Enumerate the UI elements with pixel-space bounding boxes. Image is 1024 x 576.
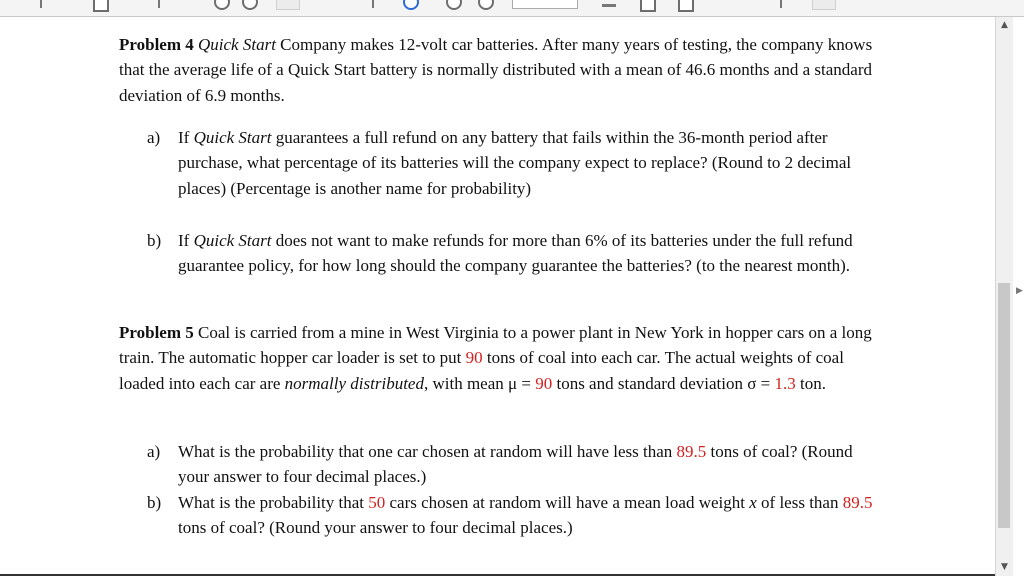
problem-4-text: Company makes 12-volt car batteries. After many years of testing, the company knows that the average life of a Quick Start battery is normally distributed with a mean of 46.6 months and a standard deviation of 6.9 months. [119, 35, 873, 105]
fit-width-icon[interactable] [602, 4, 616, 7]
scroll-up-icon[interactable]: ▲ [996, 17, 1013, 34]
part-text: What is the probability that 50 cars chosen at random will have a mean load weight x of less than 89.5 tons of coal? (Round your answer to four decimal places.) [178, 493, 873, 538]
line-icon[interactable] [40, 0, 42, 8]
part-label: b) [147, 493, 162, 512]
part-label: a) [147, 442, 161, 461]
problem-5-intro: Problem 5 Coal is carried from a mine in West Virginia to a power plant in New York in hopper cars on a long train. The automatic hopper car loader is set to put 90 tons of coal into each car. The actual weights of coal loaded into each car are normally distributed, with mean μ = 90 tons and standard deviation σ = 1.3 ton. [119, 323, 872, 393]
scroll-thumb[interactable] [998, 283, 1010, 528]
problem-5-title: Problem 5 [119, 323, 194, 342]
vertical-scrollbar[interactable] [995, 17, 1013, 576]
circle-icon[interactable] [446, 0, 462, 10]
zoom-field[interactable] [512, 0, 578, 9]
circle-icon[interactable] [242, 0, 258, 10]
part-label: a) [147, 128, 161, 147]
problem-4-title: Problem 4 [119, 35, 194, 54]
share-icon[interactable] [812, 0, 836, 10]
scroll-down-icon[interactable]: ▼ [996, 559, 1013, 576]
part-text: If Quick Start guarantees a full refund on any battery that fails within the 36-month period after purchase, what percentage of its batteries will the company expect to replace? (Round to 2 decimal places) (Percentage is another name for probability) [178, 128, 852, 198]
box-icon[interactable] [93, 0, 109, 12]
magnifier-icon[interactable] [158, 0, 160, 8]
pen-icon[interactable] [780, 0, 782, 8]
part-label: b) [147, 231, 162, 250]
circle-icon[interactable] [478, 0, 494, 10]
problem-4-intro [119, 32, 879, 108]
box-icon[interactable] [678, 0, 694, 12]
toolbar [0, 0, 1024, 17]
arrow-icon[interactable] [372, 0, 374, 8]
circle-blue-icon[interactable] [403, 0, 419, 10]
page-icon[interactable] [276, 0, 300, 10]
document-page [0, 17, 995, 576]
part-text: If Quick Start does not want to make refunds for more than 6% of its batteries under the full refund guarantee policy, for how long should the company guarantee the batteries? (to the nearest month). [178, 231, 853, 276]
company-name: Quick Start [198, 35, 276, 54]
circle-icon[interactable] [214, 0, 230, 10]
side-panel-arrow-icon[interactable]: ▶ [1016, 286, 1023, 296]
part-text: What is the probability that one car chosen at random will have less than 89.5 tons of coal? (Round your answer to four decimal places.) [178, 442, 853, 487]
box-icon[interactable] [640, 0, 656, 12]
